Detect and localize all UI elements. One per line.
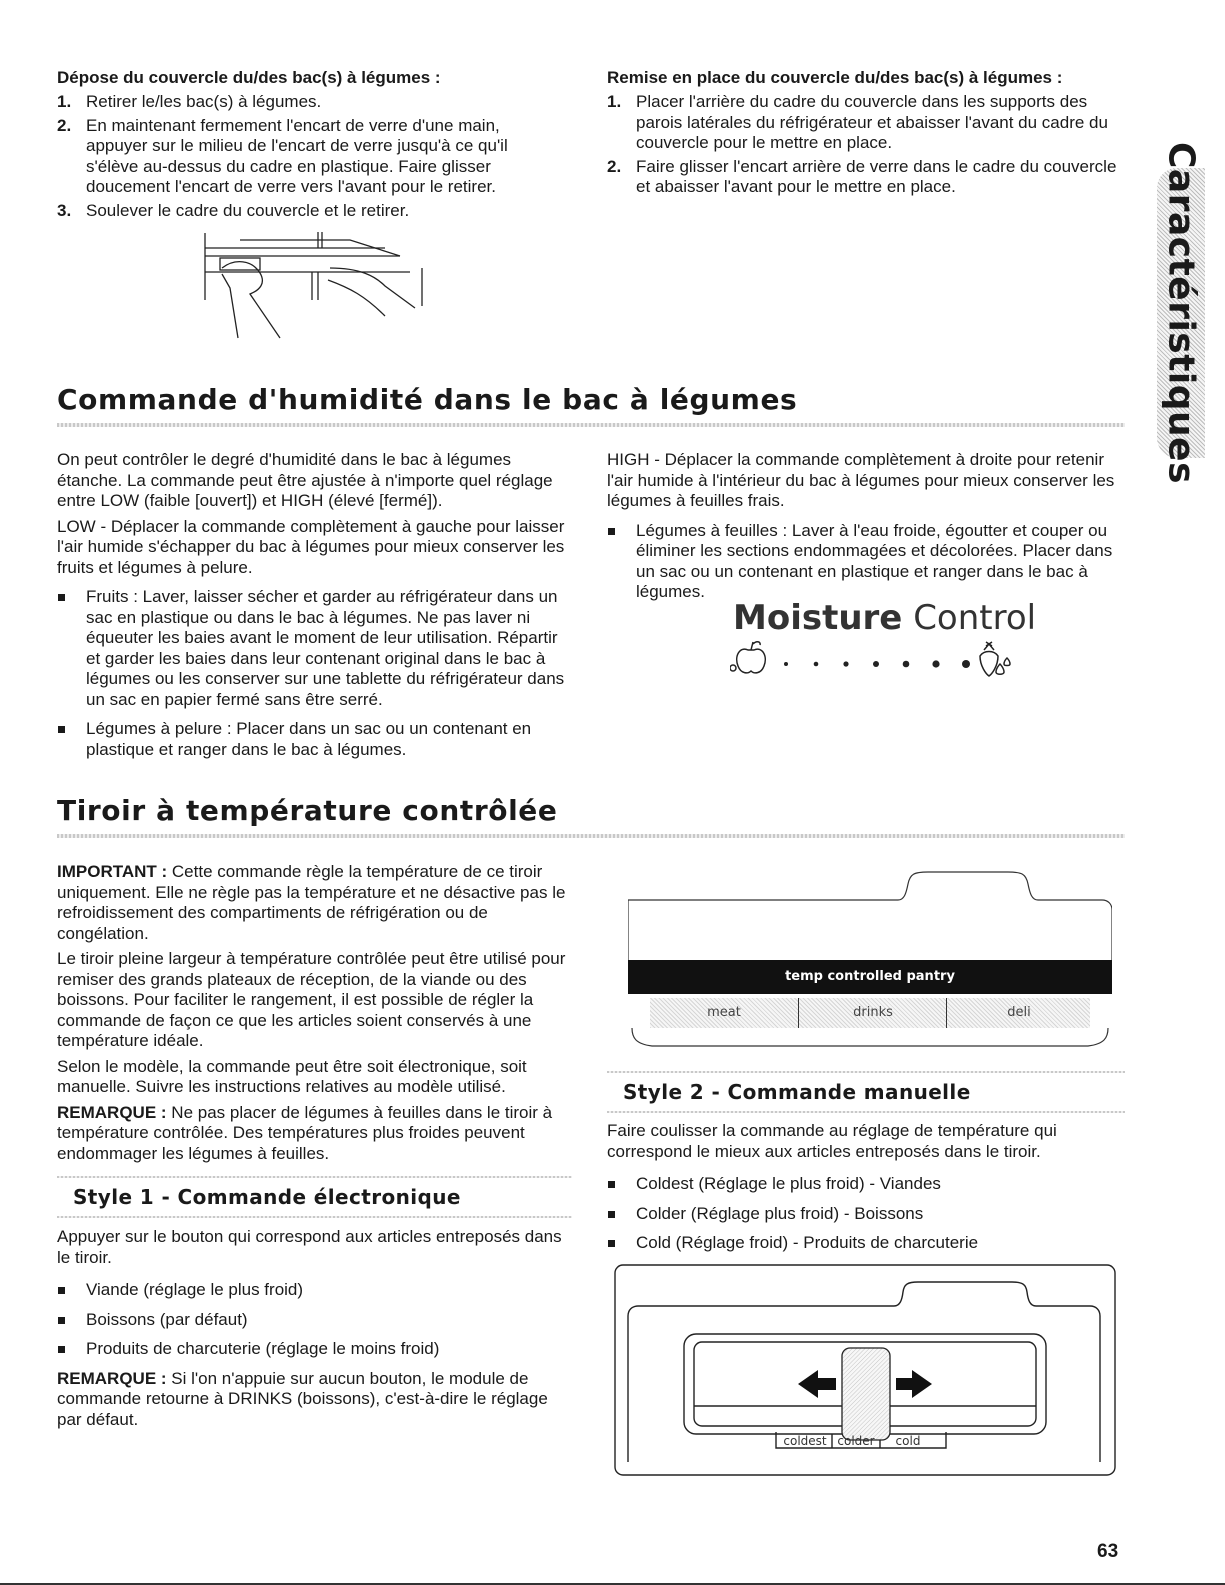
- removal-step: 3. Soulever le cadre du couvercle et le retirer.: [57, 200, 410, 220]
- arrow-right-icon: [896, 1370, 932, 1398]
- list-item: Légumes à pelure : Placer dans un sac ou un contenant en plastique et ranger dans le bac à légumes.: [57, 719, 572, 760]
- humidity-right-bullets: [607, 521, 1127, 603]
- list-item: Légumes à feuilles : Laver à l'eau froide, égoutter et couper ou éliminer les sections endommagées et décolorées. Placer dans un sac ou un contenant en plastique et ranger dans le bac à légumes.: [607, 521, 1127, 603]
- humidity-right-column: [607, 450, 1127, 612]
- drawer-paragraph: Selon le modèle, la commande peut être soit électronique, soit manuelle. Suivre les instructions relatives au modèle utilisé.: [57, 1056, 527, 1096]
- moisture-dots: [784, 660, 970, 668]
- important-note: IMPORTANT : Cette commande règle la température de ce tiroir uniquement. Elle ne règle pas la température et ne désactive pas le refroidissement des compartiments de réfrigération ou de congélation.: [57, 862, 566, 943]
- style1-content: [57, 1227, 572, 1430]
- list-item: Colder (Réglage plus froid) - Boissons: [607, 1204, 1127, 1225]
- crisper-cover-illustration: [200, 228, 440, 346]
- removal-heading: Dépose du couvercle du/des bac(s) à légumes :: [57, 68, 441, 87]
- humidity-title: Commande d'humidité dans le bac à légumes: [57, 383, 798, 416]
- slider-knob: [842, 1348, 890, 1440]
- removal-steps: [57, 92, 557, 221]
- humidity-intro: On peut contrôler le degré d'humidité dans le bac à légumes étanche. La commande peut être ajustée à n'importe quel réglage entre LOW (faible [ouvert]) et HIGH (élevé [fermé]).: [57, 450, 553, 510]
- list-item: Cold (Réglage froid) - Produits de charcuterie: [607, 1233, 1127, 1254]
- style2-bullets: [607, 1174, 1127, 1254]
- slider-label-coldest: coldest: [783, 1434, 827, 1448]
- drawer-paragraph: Le tiroir pleine largeur à température contrôlée peut être utilisé pour remiser des grands plateaux de réception, de la viande ou des boissons. Pour faciliter le rangement, il est possible de régler la commande de façon ce que les articles soient conservés à une température idéale.: [57, 949, 566, 1050]
- moisture-scale: [730, 636, 1030, 682]
- moisture-control-label: [733, 598, 1036, 638]
- section-rule: [57, 834, 1125, 838]
- replacement-steps: [607, 92, 1127, 198]
- subsection-rule: [607, 1111, 1125, 1113]
- chapter-tab-label: Caractéristiques: [1160, 141, 1202, 485]
- list-item: Produits de charcuterie (réglage le moins froid): [57, 1339, 572, 1360]
- style2-content: [607, 1121, 1127, 1263]
- list-item: Coldest (Réglage le plus froid) - Viandes: [607, 1174, 1127, 1195]
- replacement-step: 2. Faire glisser l'encart arrière de verre dans le cadre du couvercle et abaisser l'avant pour le mettre en place.: [607, 156, 1117, 196]
- drawer-left-column: [57, 862, 572, 1164]
- apple-icon: [730, 642, 765, 673]
- pantry-label: temp controlled pantry: [628, 960, 1112, 994]
- humidity-left-bullets: [57, 587, 572, 760]
- drawer-title: Tiroir à température contrôlée: [57, 794, 558, 827]
- humidity-left-column: [57, 450, 572, 769]
- strawberry-icon: [980, 642, 1010, 676]
- style1-bullets: [57, 1280, 572, 1360]
- style1-intro: Appuyer sur le bouton qui correspond aux articles entreposés dans le tiroir.: [57, 1227, 562, 1267]
- pantry-button-row: [650, 998, 1090, 1028]
- deli-button[interactable]: deli: [946, 998, 1091, 1028]
- replacement-heading: Remise en place du couvercle du/des bac(s) à légumes :: [607, 68, 1063, 87]
- style2-block: [607, 1071, 1125, 1113]
- manual-control-illustration: [614, 1264, 1116, 1476]
- style2-intro: Faire coulisser la commande au réglage de température qui correspond le mieux aux articles entreposés dans le tiroir.: [607, 1121, 1057, 1161]
- section-rule: [57, 423, 1125, 427]
- remark-note: REMARQUE : Ne pas placer de légumes à feuilles dans le tiroir à température contrôlée. Des températures plus froides peuvent endommager les légumes à feuilles.: [57, 1102, 553, 1163]
- list-item: Viande (réglage le plus froid): [57, 1280, 572, 1301]
- list-item: Boissons (par défaut): [57, 1310, 572, 1331]
- removal-step: 1. Retirer le/les bac(s) à légumes.: [57, 92, 322, 111]
- humidity-title-block: [57, 383, 1125, 427]
- chapter-tab: [1157, 141, 1205, 485]
- drinks-button[interactable]: drinks: [798, 998, 947, 1028]
- replacement-section: [607, 68, 1127, 201]
- subsection-rule: [57, 1176, 572, 1178]
- removal-section: [57, 68, 557, 224]
- drawer-title-block: [57, 794, 1125, 838]
- replacement-step: 1. Placer l'arrière du cadre du couvercle dans les supports des parois latérales du réfrigérateur et abaisser l'avant du cadre du couvercle pour le mettre en place.: [607, 92, 1108, 152]
- control-word: Control: [913, 598, 1037, 638]
- style2-title: Style 2 - Commande manuelle: [623, 1080, 971, 1104]
- slider-label-cold: cold: [895, 1434, 921, 1448]
- removal-step: 2. En maintenant fermement l'encart de verre d'une main, appuyer sur le milieu de l'encart de verre jusqu'à ce qu'il s'élève au-dessus du cadre en plastique. Faire glisser doucement l'encart de verre vers l'avant pour le retirer.: [57, 115, 508, 196]
- style1-title: Style 1 - Commande électronique: [73, 1185, 461, 1209]
- pantry-control-illustration: [628, 870, 1112, 1062]
- page-number: 63: [1097, 1541, 1119, 1562]
- moisture-word: Moisture: [733, 598, 903, 638]
- humidity-low: LOW - Déplacer la commande complètement à gauche pour laisser l'air humide s'échapper du bac à légumes pour mieux conserver les fruits et légumes à pelure.: [57, 516, 565, 577]
- style1-block: [57, 1176, 572, 1218]
- humidity-high: HIGH - Déplacer la commande complètement à droite pour retenir l'air humide à l'intérieur du bac à légumes pour mieux conserver les légumes à feuilles frais.: [607, 450, 1115, 510]
- slider-label-colder: colder: [837, 1434, 875, 1448]
- arrow-left-icon: [798, 1370, 836, 1398]
- list-item: Fruits : Laver, laisser sécher et garder au réfrigérateur dans un sac en plastique ou dans le bac à légumes. Ne pas laver ni équeuter les baies avant le moment de leur utilisation. Répartir et garder les baies dans leur contenant original dans le bac à légumes ou les conserver sur une tablette du réfrigérateur dans un sac en papier fermé sans être serré.: [57, 587, 572, 710]
- subsection-rule: [607, 1071, 1125, 1073]
- subsection-rule: [57, 1216, 572, 1218]
- meat-button[interactable]: meat: [707, 1005, 741, 1020]
- remark-note: REMARQUE : Si l'on n'appuie sur aucun bouton, le module de commande retourne à DRINKS (boissons), c'est-à-dire le réglage par défaut.: [57, 1368, 548, 1429]
